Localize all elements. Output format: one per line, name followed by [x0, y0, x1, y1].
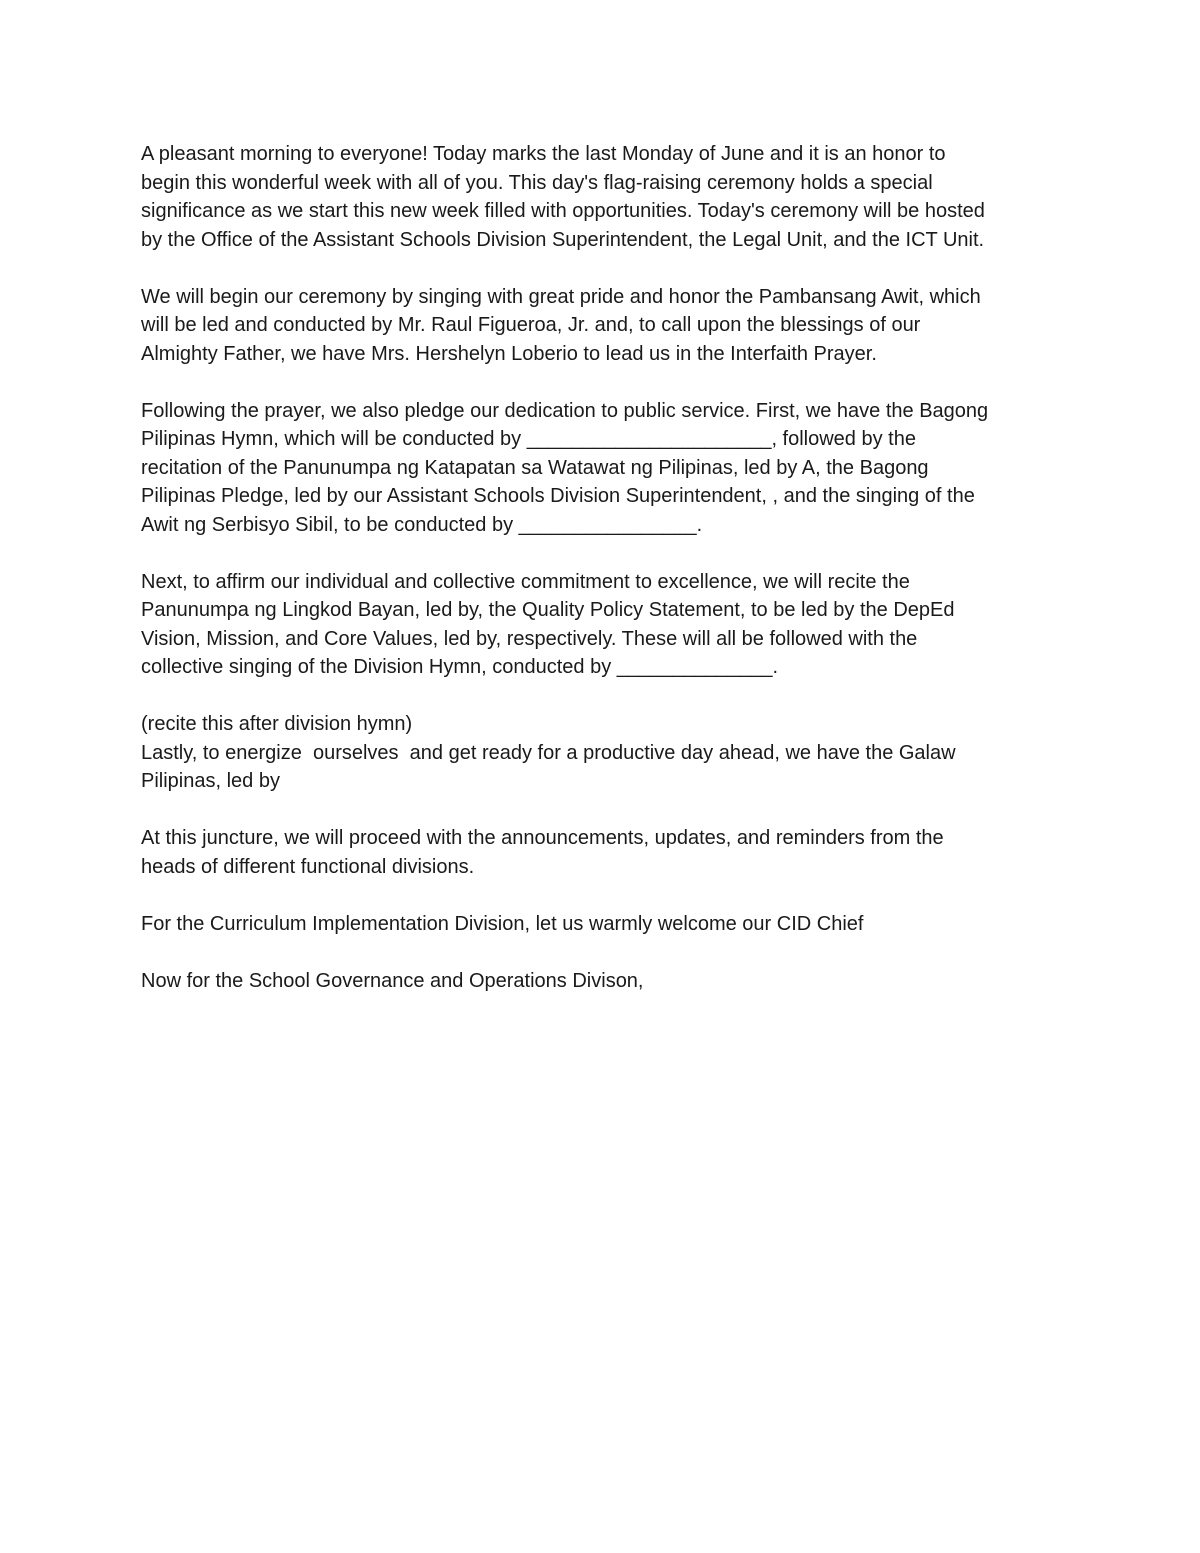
text-line: significance as we start this new week filled with opportunities. Today's ceremony will be hosted	[141, 200, 985, 222]
text-line: collective singing of the Division Hymn, conducted by ______________.	[141, 656, 779, 678]
paragraph-announcements	[141, 824, 1071, 881]
text-line: For the Curriculum Implementation Division, let us warmly welcome our CID Chief	[141, 912, 864, 935]
text-line: Almighty Father, we have Mrs. Hershelyn Loberio to lead us in the Interfaith Prayer.	[141, 342, 877, 365]
text-line: Awit ng Serbisyo Sibil, to be conducted by ________________.	[141, 513, 703, 536]
text-line: (recite this after division hymn)	[141, 713, 413, 735]
text-line: Now for the School Governance and Operations Divison,	[141, 969, 644, 992]
paragraph-pledges	[141, 397, 1071, 540]
paragraph-anthem-prayer	[141, 283, 1071, 369]
paragraph-galaw-pilipinas	[141, 710, 1071, 796]
paragraph-commitment	[141, 568, 1071, 682]
text-line: Lastly, to energize ourselves and get ready for a productive day ahead, we have the Galaw	[141, 741, 956, 764]
text-line: Pilipinas Pledge, led by our Assistant Schools Division Superintendent, , and the singing of the	[141, 485, 975, 507]
text-line: At this juncture, we will proceed with the announcements, updates, and reminders from the	[141, 827, 944, 849]
text-line: begin this wonderful week with all of you. This day's flag-raising ceremony holds a special	[141, 171, 933, 194]
text-line: heads of different functional divisions.	[141, 855, 475, 878]
paragraph-opening	[141, 140, 1071, 254]
text-line: by the Office of the Assistant Schools Division Superintendent, the Legal Unit, and the ICT Unit.	[141, 228, 985, 251]
paragraph-sgod	[141, 967, 1071, 996]
text-line: Pilipinas Hymn, which will be conducted by ______________________, followed by the	[141, 428, 916, 450]
document-body	[141, 140, 1071, 1024]
text-line: Next, to affirm our individual and collective commitment to excellence, we will recite the	[141, 570, 910, 593]
text-line: recitation of the Panunumpa ng Katapatan sa Watawat ng Pilipinas, led by A, the Bagong	[141, 456, 929, 479]
text-line: will be led and conducted by Mr. Raul Figueroa, Jr. and, to call upon the blessings of our	[141, 314, 921, 336]
text-line: Pilipinas, led by	[141, 770, 280, 792]
text-line: A pleasant morning to everyone! Today marks the last Monday of June and it is an honor to	[141, 143, 946, 165]
text-line: We will begin our ceremony by singing with great pride and honor the Pambansang Awit, which	[141, 285, 981, 308]
paragraph-cid	[141, 910, 1071, 939]
text-line: Panunumpa ng Lingkod Bayan, led by, the Quality Policy Statement, to be led by the DepEd	[141, 599, 955, 621]
text-line: Following the prayer, we also pledge our dedication to public service. First, we have the Bagong	[141, 399, 989, 422]
text-line: Vision, Mission, and Core Values, led by, respectively. These will all be followed with the	[141, 627, 918, 650]
